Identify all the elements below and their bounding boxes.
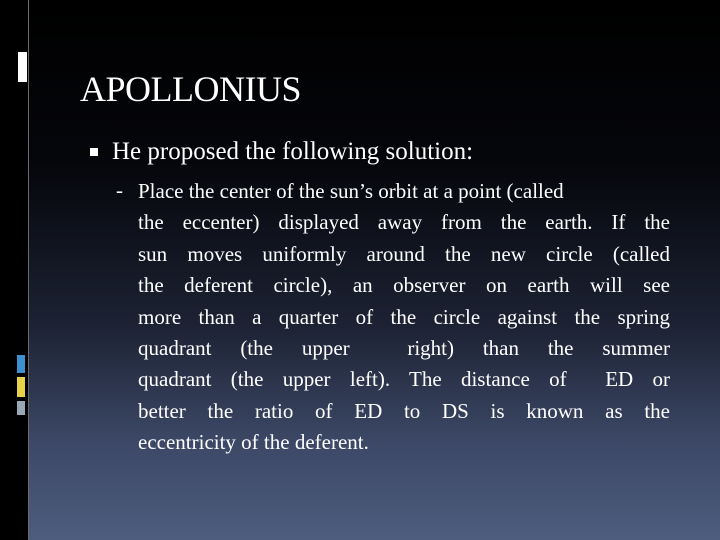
accent-bar-gray bbox=[17, 401, 25, 415]
paragraph-line: the eccenter) displayed away from the earth. If the bbox=[138, 210, 670, 235]
sub-bullet-marker: - bbox=[116, 178, 123, 202]
accent-bar-blue bbox=[17, 355, 25, 373]
accent-bar-yellow bbox=[17, 377, 25, 397]
square-bullet-icon bbox=[90, 148, 98, 156]
paragraph-line: better the ratio of ED to DS is known as the bbox=[138, 398, 670, 423]
paragraph-line: eccentricity of the deferent. bbox=[138, 430, 369, 455]
paragraph-line: Place the center of the sun’s orbit at a point (called bbox=[138, 179, 564, 203]
paragraph-line: quadrant (the upper right) than the summer bbox=[138, 336, 670, 361]
sub-bullet-paragraph bbox=[138, 176, 670, 459]
slide-title: APOLLONIUS bbox=[80, 69, 302, 109]
bullet-item bbox=[90, 138, 473, 166]
bullet-text: He proposed the following solution: bbox=[112, 138, 474, 165]
paragraph-line: quadrant (the upper left). The distance of ED or bbox=[138, 367, 670, 392]
paragraph-line: the deferent circle), an observer on earth will see bbox=[138, 273, 670, 298]
paragraph-line: more than a quarter of the circle against the spring bbox=[138, 304, 670, 329]
accent-bar-white bbox=[18, 52, 27, 82]
paragraph-line: sun moves uniformly around the new circle (called bbox=[138, 241, 670, 266]
divider-line bbox=[28, 0, 29, 540]
